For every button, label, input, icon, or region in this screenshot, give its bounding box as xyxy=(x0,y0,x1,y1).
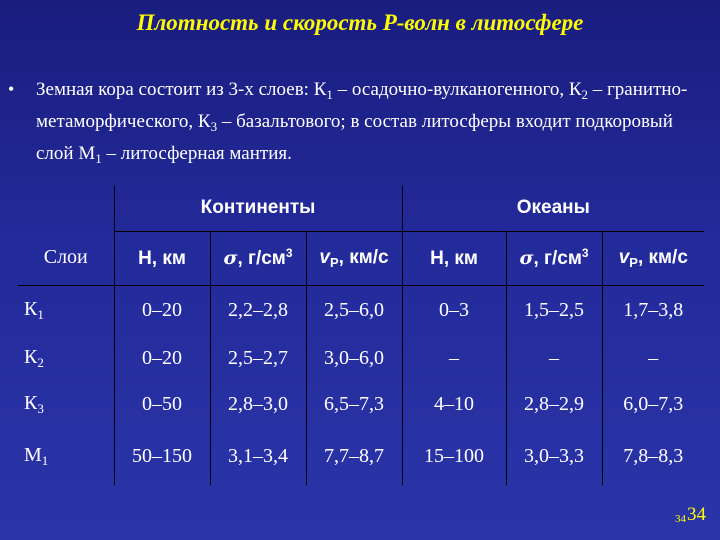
bullet-paragraph xyxy=(8,76,708,172)
cell-continent-vp: 2,5–6,0 xyxy=(306,285,402,335)
cell-continent-h: 0–50 xyxy=(114,381,210,427)
density-velocity-table xyxy=(18,185,704,485)
table-row xyxy=(18,427,704,485)
cell-ocean-vp: 7,8–8,3 xyxy=(623,444,684,467)
slide-title: Плотность и скорость P-волн в литосфере xyxy=(136,10,584,35)
layer-cell: $М_1$ xyxy=(18,427,114,485)
table-row xyxy=(18,285,704,335)
cell-continent-vp: 6,5–7,3 xyxy=(306,381,402,427)
cell-continent-h: 50–150 xyxy=(114,427,210,485)
layer-cell: $К_1$ xyxy=(18,285,114,335)
cell-ocean-h: – xyxy=(402,335,506,381)
cell-ocean-sigma: 1,5–2,5 xyxy=(506,285,602,335)
cell-ocean-vp: – xyxy=(648,346,659,369)
layer-cell: $К_3$ xyxy=(18,381,114,427)
cell-continent-h: 0–20 xyxy=(114,285,210,335)
header-layers: Слои xyxy=(18,185,114,285)
bullet-dot: • xyxy=(8,79,15,99)
cell-ocean-h: 0–3 xyxy=(402,285,506,335)
header-continent-h: H, км xyxy=(114,231,210,285)
cell-continent-sigma: 2,8–3,0 xyxy=(210,381,306,427)
page-number: 3434 xyxy=(675,504,706,525)
layer-cell: $К_2$ xyxy=(18,335,114,381)
header-ocean-sigma: σ, $г/см^3$ xyxy=(506,231,602,285)
cell-ocean-vp: 6,0–7,3 xyxy=(623,392,684,415)
cell-ocean-sigma: 3,0–3,3 xyxy=(506,427,602,485)
cell-continent-sigma: 2,5–2,7 xyxy=(210,335,306,381)
cell-continent-h: 0–20 xyxy=(114,335,210,381)
header-oceans: Океаны xyxy=(402,185,704,231)
cell-ocean-vp: 1,7–3,8 xyxy=(623,298,684,321)
cell-continent-vp: 7,7–8,7 xyxy=(306,427,402,485)
header-continents: Континенты xyxy=(114,185,402,231)
table-row xyxy=(18,335,704,381)
bullet-text: Земная кора состоит из 3-х слоев: $К_1$ – осадочно-вулканогенного, $К_2$ – гранитно-метаморфического, $К_3$ – базальтового; в состав литосферы входит подкоровый слой $М_1$ – литосферная мантия. xyxy=(36,79,688,166)
header-ocean-h: H, км xyxy=(402,231,506,285)
cell-ocean-sigma: – xyxy=(506,335,602,381)
cell-ocean-h: 15–100 xyxy=(402,427,506,485)
cell-continent-sigma: 3,1–3,4 xyxy=(210,427,306,485)
cell-ocean-sigma: 2,8–2,9 xyxy=(506,381,602,427)
table-row xyxy=(18,381,704,427)
header-continent-vp: $v_P$, км/с xyxy=(306,231,402,285)
header-continent-sigma: σ, $г/см^3$ xyxy=(210,231,306,285)
header-ocean-vp: $v_P$, км/с xyxy=(602,231,704,285)
cell-ocean-h: 4–10 xyxy=(402,381,506,427)
cell-continent-vp: 3,0–6,0 xyxy=(306,335,402,381)
cell-continent-sigma: 2,2–2,8 xyxy=(210,285,306,335)
